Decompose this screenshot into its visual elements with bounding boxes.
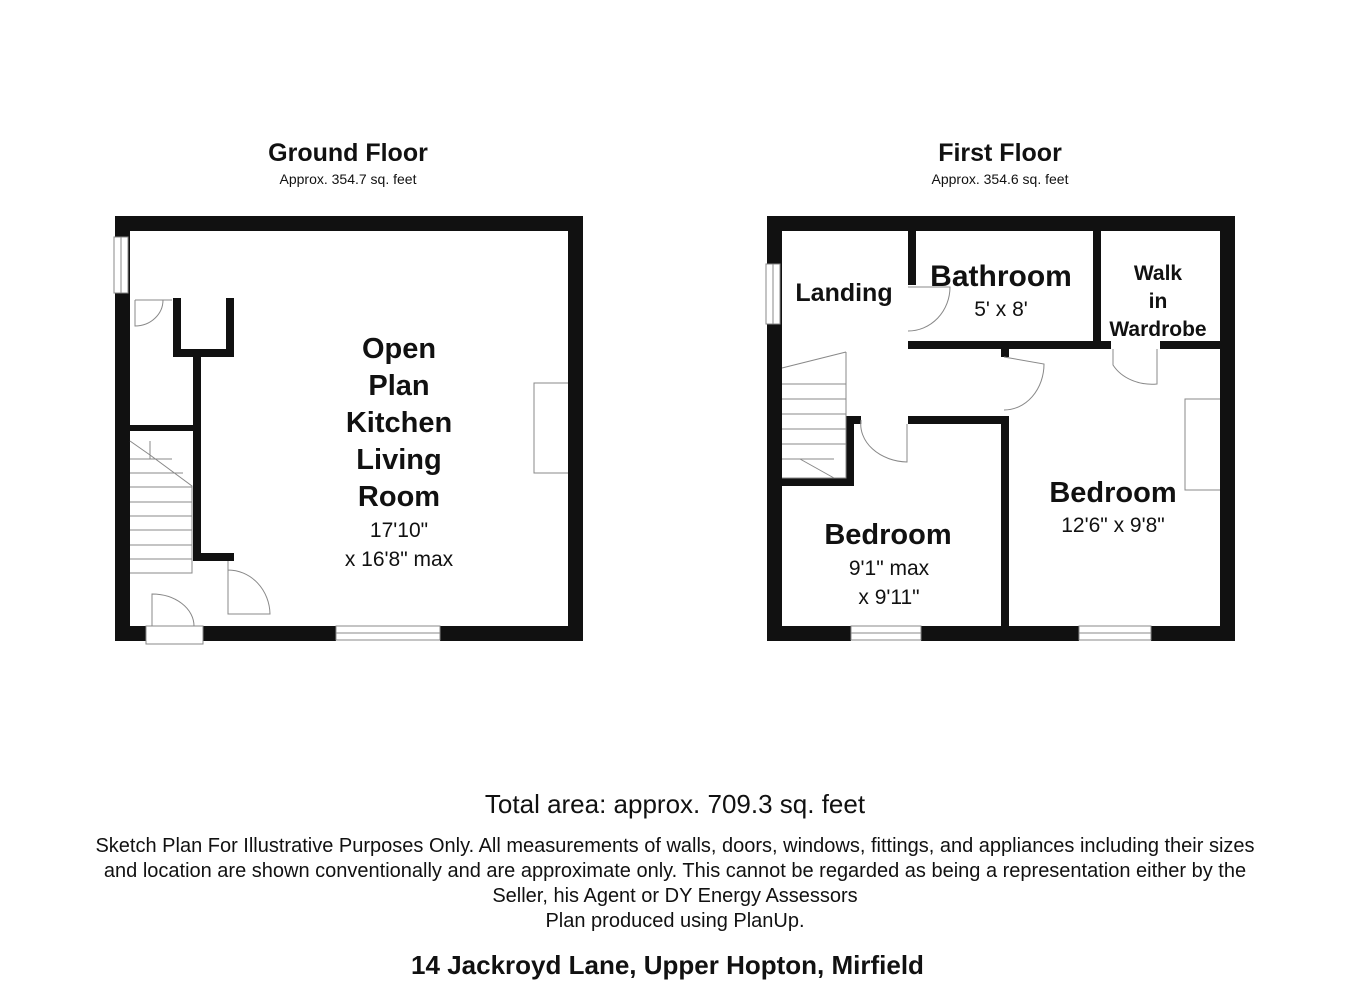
ff-wardrobe-wall-b — [1160, 341, 1220, 349]
ff-wardrobe-wall-left — [1093, 231, 1101, 349]
ff-landing-label: Landing — [795, 279, 893, 307]
ff-bedroom-small-wall-top — [908, 416, 1009, 424]
ff-wardrobe-label-line: in — [1148, 290, 1168, 313]
gf-room-name-line: Kitchen — [345, 407, 453, 439]
total-area: Total area: approx. 709.3 sq. feet — [484, 789, 866, 819]
ground-floor-area: Approx. 354.7 sq. feet — [279, 171, 417, 187]
ff-bedroom-small-door — [861, 420, 907, 462]
ff-bedroom-large-door — [1004, 357, 1044, 410]
ff-door-jamb — [1001, 349, 1009, 357]
disclaimer-line: Seller, his Agent or DY Energy Assessors — [492, 885, 858, 907]
ff-wardrobe-door — [1113, 349, 1157, 384]
gf-room-name-line: Room — [357, 481, 441, 513]
ff-wall-top — [767, 216, 1235, 231]
ground-floor-plan — [114, 216, 583, 644]
gf-kitchen-counter — [534, 383, 568, 473]
gf-cupboard-wall-left — [173, 298, 181, 356]
gf-stairs — [130, 441, 192, 573]
ff-bedroom-small-dimension: x 9'11" — [858, 586, 920, 609]
ff-wardrobe-label-line: Walk — [1133, 262, 1183, 285]
ff-bathroom-wall-left — [908, 231, 916, 285]
ff-bathroom-door — [908, 287, 950, 331]
gf-room-name-line: Open — [361, 333, 437, 365]
ff-stair-wall-bottom — [782, 478, 854, 486]
gf-room-dimension: 17'10" — [369, 519, 429, 542]
gf-room-name-line: Plan — [368, 370, 430, 402]
ff-bathroom-wall-bottom — [908, 341, 1101, 349]
gf-room-name-line: Living — [356, 444, 442, 476]
gf-wall-bottom-c — [440, 626, 583, 641]
ff-stair-wall — [846, 416, 854, 486]
gf-hall-door — [228, 561, 270, 614]
disclaimer-line: Plan produced using PlanUp. — [545, 910, 805, 932]
ff-wardrobe-label-line: Wardrobe — [1109, 318, 1207, 341]
gf-partition — [193, 349, 201, 561]
ff-bathroom-label: Bathroom — [930, 260, 1072, 293]
ff-bathroom-dimension: 5' x 8' — [974, 298, 1028, 321]
gf-wall-right — [568, 216, 583, 641]
gf-cupboard-door — [135, 300, 172, 326]
disclaimer-line: and location are shown conventionally and are approximate only. This cannot be regarded as being a representation either by the — [103, 860, 1247, 882]
gf-wall-bottom-a — [115, 626, 146, 641]
gf-cupboard-wall-right — [226, 298, 234, 356]
first-floor-area: Approx. 354.6 sq. feet — [931, 171, 1069, 187]
property-address: 14 Jackroyd Lane, Upper Hopton, Mirfield — [411, 950, 924, 980]
gf-wall-top — [115, 216, 583, 231]
ff-wardrobe-wall-a — [1093, 341, 1111, 349]
gf-hall-wall — [193, 553, 234, 561]
gf-front-door-frame — [146, 626, 203, 644]
ff-wall-right — [1220, 216, 1235, 641]
ff-bedroom-small-label: Bedroom — [824, 519, 952, 551]
ff-wall-bottom-a — [767, 626, 851, 641]
ff-stairs — [782, 352, 846, 478]
ff-bedroom-partition — [1001, 416, 1009, 626]
gf-cupboard-wall-bottom — [173, 349, 234, 357]
disclaimer — [25, 834, 1325, 934]
gf-understair-wall — [128, 425, 196, 431]
ff-bedroom-small-dimension: 9'1" max — [848, 557, 930, 580]
gf-front-door-swing — [152, 594, 194, 626]
ff-wall-bottom-c — [1151, 626, 1235, 641]
ff-bedroom-large-dimension: 12'6" x 9'8" — [1061, 514, 1165, 537]
first-floor-plan — [766, 216, 1235, 641]
ff-bedroom-fitting — [1185, 399, 1220, 490]
gf-room-dimension: x 16'8" max — [344, 548, 454, 571]
ground-floor-title: Ground Floor — [268, 139, 428, 167]
disclaimer-line: Sketch Plan For Illustrative Purposes Only. All measurements of walls, doors, windows, fittings, and appliances including their sizes — [95, 835, 1255, 857]
gf-wall-bottom-b — [203, 626, 336, 641]
ff-wall-bottom-b — [921, 626, 1079, 641]
ff-bedroom-large-label: Bedroom — [1049, 477, 1177, 509]
first-floor-title: First Floor — [938, 139, 1062, 167]
